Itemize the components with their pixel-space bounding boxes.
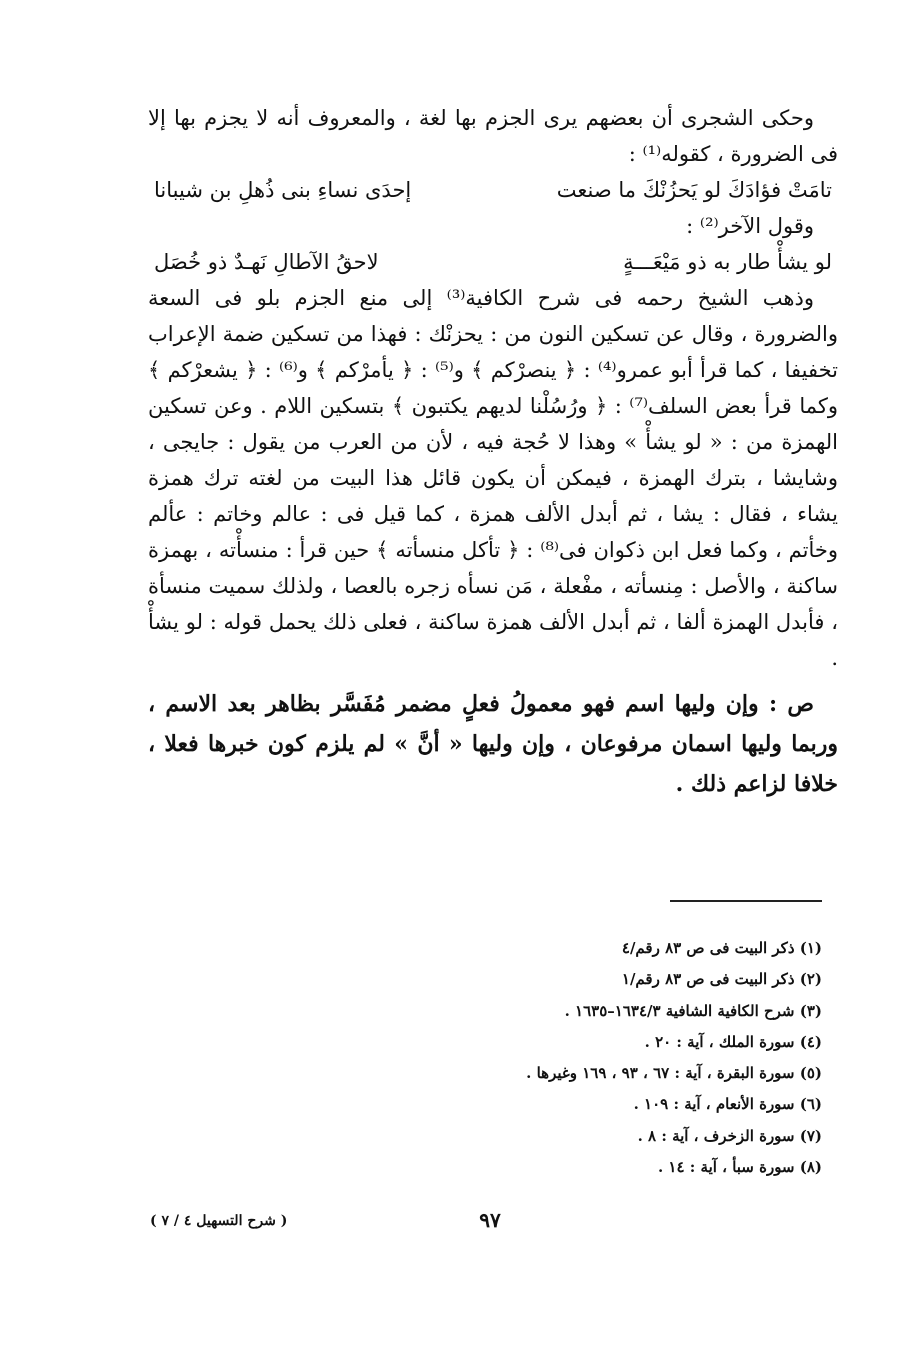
verse-1: [154, 172, 832, 208]
verse-2-left-hemistich: لاحقُ الآطالِ نَهـدٌ ذو خُصَل: [154, 250, 379, 274]
verse-1-right-hemistich: تامَتْ فؤادَكَ لو يَحزُنْكَ ما صنعت: [556, 178, 832, 202]
signature-mark: ( شرح التسهيل ٤ / ٧ ): [150, 1213, 288, 1229]
paragraph-3: وذهب الشيخ رحمه فى شرح الكافية⁽³⁾ إلى منع الجزم بلو فى السعة والضرورة ، وقال عن تسكين النون من : يحزنْك : فهذا من تسكين ضمة الإعراب تخفيفا ، كما قرأ أبو عمرو⁽⁴⁾ : ﴿ ينصرْكم ﴾ و⁽⁵⁾ : ﴿ يأمرْكم ﴾ و⁽⁶⁾ : ﴿ يشعرْكم ﴾ وكما قرأ بعض السلف⁽⁷⁾ : ﴿ ورُسُلْنا لديهم يكتبون ﴾ بتسكين اللام . وعن تسكين الهمزة من : « لو يشأْ » وهذا لا حُجة فيه ، لأن من العرب من يقول : جايجى ، وشايشا ، بترك الهمزة ، فيمكن أن يكون قائل هذا البيت من لغته ترك همزة يشاء ، فقال : يشا ، ثم أبدل الألف همزة ، كما قيل فى : عالم وخاتم : عألم وخأتم ، وكما فعل ابن ذكوان فى⁽⁸⁾ : ﴿ تأكل منسأته ﴾ حين قرأ : منسأْته ، بهمزة ساكنة ، والأصل : مِنسأته ، مفْعلة ، مَن نسأه زجره بالعصا ، ولذلك سميت منسأة ، فأبدل الهمزة ألفا ، ثم أبدل الألف همزة ساكنة ، فعلى ذلك يحمل قوله : لو يشأْ .: [148, 286, 838, 670]
paragraph-1: وحكى الشجرى أن بعضهم يرى الجزم بها لغة ، والمعروف أنه لا يجزم بها إلا فى الضرورة ، كقوله⁽¹⁾ :: [148, 106, 838, 166]
footnote-2: (٢) ذكر البيت فى ص ٨٣ رقم/١: [621, 970, 822, 989]
verse-1-left-hemistich: إحدَى نساءِ بنى ذُهلِ بن شيبانا: [154, 178, 412, 202]
footnote-1: (١) ذكر البيت فى ص ٨٣ رقم/٤: [621, 939, 822, 957]
main-text: [148, 100, 838, 804]
footnote-6: (٦) سورة الأنعام ، آية : ١٠٩ .: [633, 1095, 822, 1114]
footnote-divider: [670, 900, 822, 902]
paragraph-2: وقول الآخر⁽²⁾ :: [686, 214, 814, 238]
verse-2-right-hemistich: لو يشأْ طار به ذو مَيْعَـــةٍ: [623, 250, 832, 274]
footnote-3: (٣) شرح الكافية الشافية ١٦٣٤/٣–١٦٣٥ .: [564, 1001, 822, 1020]
footnote-8: (٨) سورة سبأ ، آية : ١٤ .: [657, 1158, 822, 1177]
footnote-5: (٥) سورة البقرة ، آية : ٦٧ ، ٩٣ ، ١٦٩ وغيرها .: [526, 1064, 822, 1083]
verse-2: [154, 244, 832, 280]
page-number: ٩٧: [479, 1208, 501, 1232]
paragraph-4-matn: ص : وإن وليها اسم فهو معمولُ فعلٍ مضمر مُفَسَّر بظاهر بعد الاسم ، وربما وليها اسمان مرفوعان ، وإن وليها « أنَّ » لم يلزم كون خبرها فعلا ، خلافا لزاعم ذلك .: [148, 691, 838, 797]
footnote-4: (٤) سورة الملك ، آية : ٢٠ .: [644, 1032, 822, 1051]
footnotes: [380, 933, 822, 1183]
footnote-7: (٧) سورة الزخرف ، آية : ٨ .: [637, 1126, 822, 1145]
